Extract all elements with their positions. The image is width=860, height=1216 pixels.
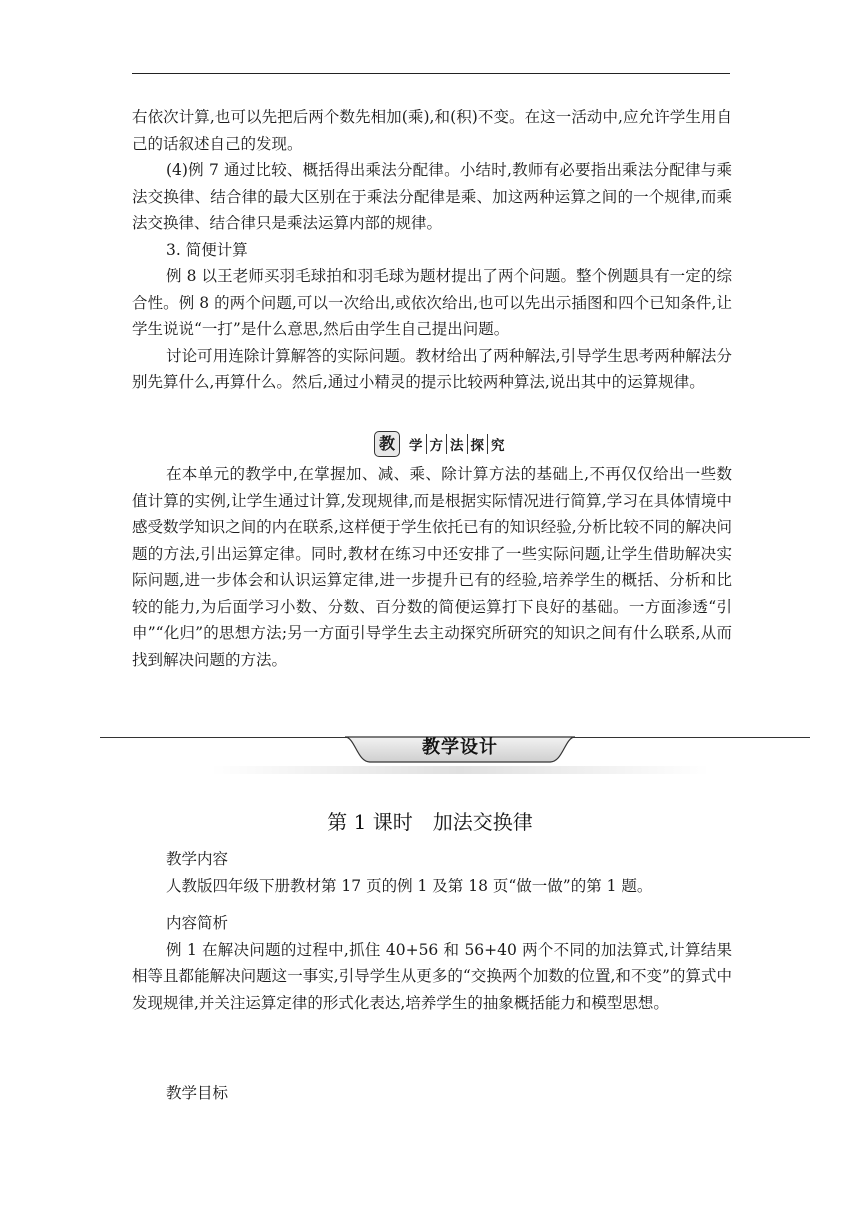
lesson-content-block — [132, 846, 732, 899]
lesson-goals-block — [132, 1080, 732, 1107]
method-text-block — [132, 461, 732, 673]
section-banner — [345, 732, 575, 764]
method-char-2: 方 — [426, 434, 447, 454]
analysis-text: 例 1 在解决问题的过程中,抓住 40+56 和 56+40 两个不同的加法算式,计算结果相等且都能解决问题这一事实,引导学生从更多的“交换两个加数的位置,和不变”的算式中发现规律,并关注运算定律的形式化表达,培养学生的抽象概括能力和模型思想。 — [132, 940, 732, 1012]
banner-shadow — [210, 766, 710, 774]
content-label: 教学内容 — [166, 850, 229, 868]
goals-label: 教学目标 — [166, 1084, 229, 1102]
paragraph-division-problems: 讨论可用连除计算解答的实际问题。教材给出了两种解法,引导学生思考两种解法分别先算什么,再算什么。然后,通过小精灵的提示比较两种算法,说出其中的运算规律。 — [132, 346, 732, 391]
analysis-label: 内容简析 — [166, 914, 229, 932]
method-char-3: 法 — [446, 434, 467, 454]
banner-title: 教学设计 — [422, 737, 498, 758]
paragraph-example-8: 例 8 以王老师买羽毛球拍和羽毛球为题材提出了两个问题。整个例题具有一定的综合性。例 8 的两个问题,可以一次给出,或依次给出,也可以先出示插图和四个已知条件,让学生说说“一打”是什么意思,然后由学生自己提出问题。 — [132, 267, 732, 338]
header-rule — [132, 73, 730, 74]
heading-simple-calculation: 3. 简便计算 — [166, 240, 248, 259]
top-text-block — [132, 104, 732, 396]
paragraph-teaching-method: 在本单元的教学中,在掌握加、减、乘、除计算方法的基础上,不再仅仅给出一些数值计算的实例,让学生通过计算,发现规律,而是根据实际情况进行简算,学习在具体情境中感受数学知识之间的内在联系,这样便于学生依托已有的知识经验,分析比较不同的解决问题的方法,引出运算定律。同时,教材在练习中还安排了一些实际问题,让学生借助解决实际问题,进一步体会和认识运算定律,进一步提升已有的经验,培养学生的概括、分析和比较的能力,为后面学习小数、分数、百分数的简便运算打下良好的基础。一方面渗透“引申”“化归”的思想方法;另一方面引导学生去主动探究所研究的知识之间有什么联系,从而找到解决问题的方法。 — [132, 465, 732, 669]
lesson-title: 第 1 课时 加法交换律 — [327, 810, 533, 834]
teaching-method-heading — [374, 431, 508, 457]
teaching-method-label — [406, 434, 508, 454]
lesson-analysis-block — [132, 910, 732, 1016]
teach-badge-icon: 教 — [374, 431, 400, 457]
method-char-1: 学 — [409, 438, 423, 454]
method-char-5: 究 — [487, 434, 508, 454]
content-text: 人教版四年级下册教材第 17 页的例 1 及第 18 页“做一做”的第 1 题。 — [166, 876, 653, 895]
method-char-4: 探 — [467, 434, 488, 454]
paragraph-continued: 右依次计算,也可以先把后两个数先相加(乘),和(积)不变。在这一活动中,应允许学生用自己的话叙述自己的发现。 — [132, 108, 732, 153]
paragraph-example-7: (4)例 7 通过比较、概括得出乘法分配律。小结时,教师有必要指出乘法分配律与乘法交换律、结合律的最大区别在于乘法分配律是乘、加这两种运算之间的一个规律,而乘法交换律、结合律只是乘法运算内部的规律。 — [132, 161, 732, 232]
